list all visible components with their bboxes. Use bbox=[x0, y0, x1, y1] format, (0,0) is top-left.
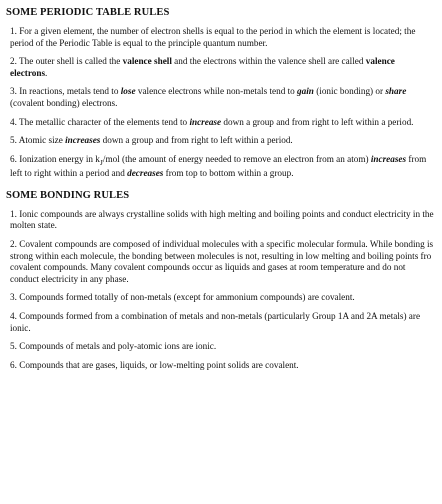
list-item bbox=[4, 292, 438, 304]
item-text: and the electrons within the valence shell are called bbox=[171, 56, 366, 67]
item-text: In reactions, metals tend to bbox=[19, 86, 121, 97]
item-text: Compounds formed totally of non-metals (except for ammonium compounds) are covalent. bbox=[19, 292, 355, 303]
list-item bbox=[4, 341, 438, 353]
item-text: from left to right within a period and bbox=[10, 153, 427, 179]
list-item bbox=[4, 311, 438, 334]
item-text: (covalent bonding) electrons. bbox=[10, 97, 118, 108]
item-number: 6. bbox=[10, 153, 17, 164]
emphasis-lose: lose bbox=[120, 86, 136, 97]
item-text: Ionic compounds are always crystalline solids with high melting and boiling points and conduct electricity in the molten state. bbox=[10, 208, 434, 231]
item-number: 5. bbox=[10, 135, 17, 146]
item-text: from top to bottom within a group. bbox=[163, 168, 294, 179]
item-number: 4. bbox=[10, 310, 17, 321]
item-text: . bbox=[45, 67, 48, 78]
periodic-table-rules-list bbox=[4, 26, 438, 180]
list-item bbox=[4, 56, 438, 79]
item-text: Covalent compounds are composed of individual molecules with a specific molecular formula. While bonding is strong within each molecule, the bonding between molecules is not, resulting in low melting and boiling points fro covalent compounds. Many covalent compounds occur as liquids and gases at room temperature and do not conduct electricity in any phase. bbox=[10, 238, 434, 284]
emphasis-share: share bbox=[385, 86, 407, 97]
emphasis-increase: increase bbox=[189, 116, 222, 127]
bonding-rules-list bbox=[4, 209, 438, 372]
term-valence-shell: valence shell bbox=[122, 56, 172, 67]
item-text: The metallic character of the elements tend to bbox=[19, 116, 190, 127]
section-heading-bonding: SOME BONDING RULES bbox=[6, 189, 130, 201]
item-text: Atomic size bbox=[18, 135, 66, 146]
term-valence-electrons: valence electrons bbox=[10, 56, 395, 78]
list-item bbox=[4, 86, 438, 109]
item-number: 3. bbox=[10, 292, 17, 303]
emphasis-gain: gain bbox=[297, 86, 314, 97]
item-text: For a given element, the number of electron shells is equal to the period in which the element is located; the period of the Periodic Table is equal to the principle quantum number. bbox=[10, 26, 416, 48]
item-number: 2. bbox=[10, 238, 17, 249]
item-text: /mol (the amount of energy needed to remove an electron from an atom) bbox=[102, 153, 371, 164]
item-number: 6. bbox=[10, 359, 17, 370]
list-item bbox=[4, 209, 438, 232]
item-number: 1. bbox=[10, 208, 17, 219]
list-item bbox=[4, 26, 438, 49]
list-item bbox=[4, 360, 438, 372]
list-item bbox=[4, 239, 438, 285]
item-number: 3. bbox=[10, 86, 17, 97]
item-text: The outer shell is called the bbox=[19, 56, 123, 67]
item-text: Ionization energy in k bbox=[19, 153, 100, 164]
emphasis-increases: increases bbox=[65, 135, 101, 146]
item-text: (ionic bonding) or bbox=[313, 86, 386, 97]
section-heading-periodic-table: SOME PERIODIC TABLE RULES bbox=[6, 7, 170, 18]
item-number: 1. bbox=[10, 26, 17, 36]
item-text: down a group and from right to left within a period. bbox=[100, 135, 293, 146]
unit-subscript: J bbox=[99, 157, 103, 167]
item-text: down a group and from right to left within a period. bbox=[221, 116, 414, 127]
emphasis-decreases: decreases bbox=[127, 168, 164, 179]
emphasis-increases: increases bbox=[370, 153, 407, 164]
list-item bbox=[4, 135, 438, 147]
item-number: 4. bbox=[10, 116, 17, 127]
item-number: 5. bbox=[10, 341, 17, 352]
item-text: valence electrons while non-metals tend to bbox=[135, 86, 298, 97]
item-text: Compounds of metals and poly-atomic ions are ionic. bbox=[19, 341, 217, 352]
item-number: 2. bbox=[10, 56, 17, 67]
list-item bbox=[4, 117, 438, 129]
item-text: Compounds formed from a combination of metals and non-metals (particularly Group 1A and 2A metals) are ionic. bbox=[10, 310, 421, 333]
list-item bbox=[4, 154, 438, 180]
item-text: Compounds that are gases, liquids, or low-melting point solids are covalent. bbox=[19, 359, 299, 370]
